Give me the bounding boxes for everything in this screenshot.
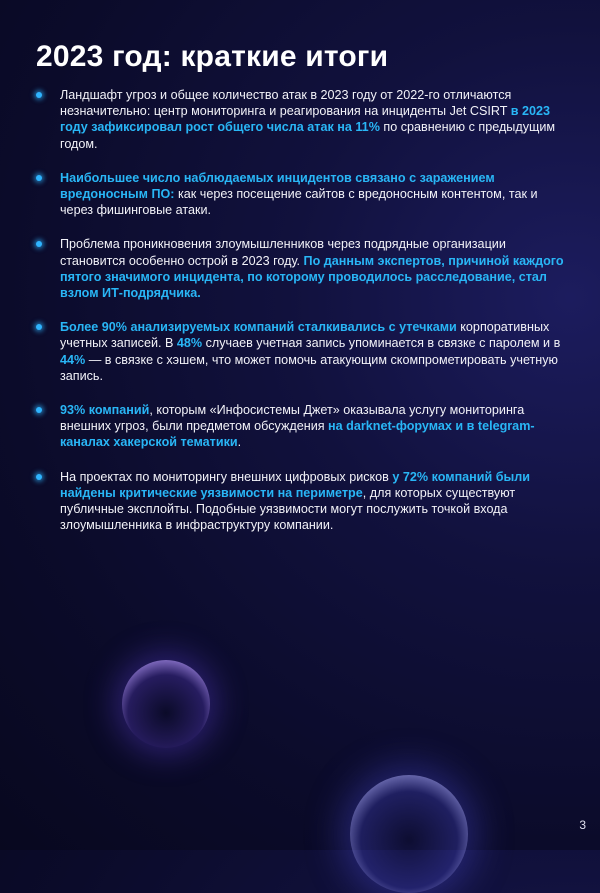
highlighted-text: 44% [60, 352, 86, 367]
body-text: Проблема проникновения злоумышленников через подрядные организации становится особенно острой в 2023 году. [60, 237, 506, 268]
highlighted-text: в 2023 году зафиксировал рост общего числа атак на 11% [60, 104, 550, 135]
body-text: — в связке с хэшем, что может помочь атакующим скомпрометировать учетную запись. [60, 352, 559, 383]
highlighted-text: 48% [176, 336, 203, 351]
highlighted-text: у 72% компаний были найдены критические уязвимости на периметре [60, 469, 531, 500]
summary-item [36, 87, 566, 152]
body-text: корпоративных учетных записей. В [60, 320, 550, 351]
summary-item [36, 236, 566, 301]
summary-list [36, 87, 566, 551]
highlighted-text: Наибольшее число наблюдаемых инцидентов связано с заражением вредоносным ПО: [60, 170, 495, 202]
bullet-icon [36, 324, 42, 330]
summary-item [36, 170, 566, 219]
body-text: На проектах по мониторингу внешних цифровых рисков [60, 469, 393, 484]
summary-item [36, 319, 566, 384]
highlighted-text: на darknet-форумах и в telegram-каналах хакерской тематики [60, 419, 535, 450]
highlighted-text: По данным экспертов, причиной каждого пятого значимого инцидента, по которому проводилось расследование, стал взлом ИТ-подрядчика. [60, 253, 564, 301]
decorative-sphere-small [122, 660, 210, 748]
summary-item [36, 469, 566, 534]
body-text: , которым «Инфосистемы Джет» оказывала услугу мониторинга внешних угроз, были предметом обсуждения [60, 403, 525, 434]
bullet-icon [36, 241, 42, 247]
body-text: случаев учетная запись упоминается в связке с паролем и в [202, 336, 561, 351]
decorative-sphere-large [350, 775, 468, 893]
page-title: 2023 год: краткие итоги [36, 40, 389, 73]
bullet-icon [36, 474, 42, 480]
bullet-icon [36, 407, 42, 413]
body-text: . [237, 435, 242, 450]
summary-item [36, 402, 566, 451]
body-text: Ландшафт угроз и общее количество атак в 2023 году от 2022-го отличаются незначительно: центр мониторинга и реагирования на инциденты Jet CSIRT [60, 88, 512, 119]
highlighted-text: 93% компаний [60, 403, 150, 418]
bullet-icon [36, 92, 42, 98]
page-number: 3 [579, 818, 586, 832]
highlighted-text: Более 90% анализируемых компаний сталкивались с утечками [60, 320, 457, 335]
body-text: по сравнению с предыдущим годом. [60, 120, 556, 151]
bullet-icon [36, 175, 42, 181]
body-text: , для которых существуют публичные эксплойты. Подобные уязвимости могут послужить точкой входа злоумышленника в инфраструктуру компании. [60, 485, 516, 533]
body-text: как через посещение сайтов с вредоносным контентом, так и через фишинговые атаки. [60, 187, 538, 218]
